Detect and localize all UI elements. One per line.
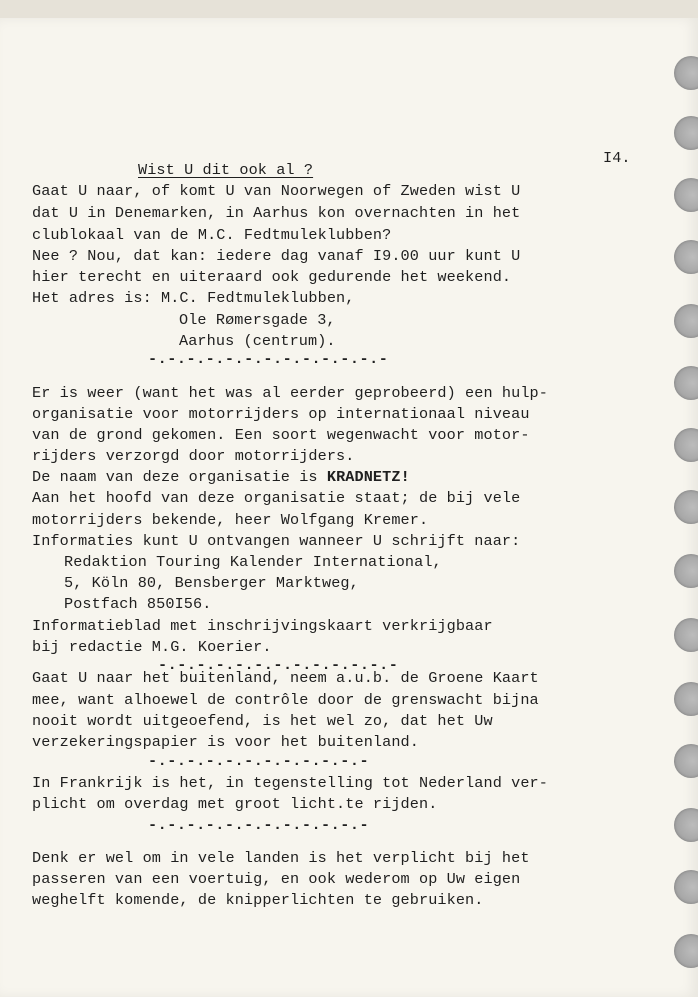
punch-hole-icon <box>674 56 698 90</box>
text-line: Denk er wel om in vele landen is het verplicht bij het <box>32 849 530 867</box>
page-number: I4. <box>603 149 631 167</box>
address-line: 5, Köln 80, Bensberger Marktweg, <box>64 574 359 592</box>
punch-hole-icon <box>674 682 698 716</box>
organisation-name: KRADNETZ! <box>326 468 410 486</box>
text-line: bij redactie M.G. Koerier. <box>32 638 272 656</box>
punch-hole-icon <box>674 428 698 462</box>
address-city: Aarhus (centrum). <box>179 332 336 350</box>
text-line: Informatieblad met inschrijvingskaart verkrijgbaar <box>32 617 493 635</box>
punch-hole-icon <box>674 240 698 274</box>
punch-hole-icon <box>674 366 698 400</box>
text-line: Nee ? Nou, dat kan: iedere dag vanaf I9.00 uur kunt U <box>32 247 521 265</box>
address-line: Postfach 850I56. <box>64 595 212 613</box>
text-line: passeren van een voertuig, en ook wederom op Uw eigen <box>32 870 521 888</box>
text-line: clublokaal van de M.C. Fedtmuleklubben? <box>32 226 392 244</box>
text-line: rijders verzorgd door motorrijders. <box>32 447 355 465</box>
address-label: Het adres is: M.C. Fedtmuleklubben, <box>32 289 355 307</box>
punch-hole-icon <box>674 934 698 968</box>
page-title: Wist U dit ook al ? <box>138 161 314 179</box>
text-line: nooit wordt uitgeoefend, is het wel zo, dat het Uw <box>32 712 493 730</box>
text-line: plicht om overdag met groot licht.te rijden. <box>32 795 438 813</box>
binder-holes <box>658 18 698 997</box>
text-line: Er is weer (want het was al eerder geprobeerd) een hulp- <box>32 384 548 402</box>
separator: -.-.-.-.-.-.-.-.-.-.-.- <box>148 816 370 834</box>
separator: -.-.-.-.-.-.-.-.-.-.-.- <box>148 752 370 770</box>
punch-hole-icon <box>674 116 698 150</box>
address-line: Redaktion Touring Kalender International, <box>64 553 442 571</box>
text-line: van de grond gekomen. Een soort wegenwacht voor motor- <box>32 426 530 444</box>
separator: -.-.-.-.-.-.-.-.-.-.-.-.- <box>158 656 399 674</box>
text-line: Informaties kunt U ontvangen wanneer U schrijft naar: <box>32 532 521 550</box>
text-line: organisatie voor motorrijders op internationaal niveau <box>32 405 530 423</box>
text-line: verzekeringspapier is voor het buitenland. <box>32 733 419 751</box>
punch-hole-icon <box>674 490 698 524</box>
organisation-name-line <box>32 467 410 487</box>
address-street: Ole Rømersgade 3, <box>179 311 336 329</box>
text-line: mee, want alhoewel de contrôle door de grenswacht bijna <box>32 691 539 709</box>
punch-hole-icon <box>674 618 698 652</box>
text-line: weghelft komende, de knipperlichten te gebruiken. <box>32 891 484 909</box>
text-line: Gaat U naar het buitenland, neem a.u.b. de Groene Kaart <box>32 669 539 687</box>
punch-hole-icon <box>674 808 698 842</box>
organisation-name-prefix: De naam van deze organisatie is <box>32 468 327 486</box>
punch-hole-icon <box>674 744 698 778</box>
text-line: Aan het hoofd van deze organisatie staat; de bij vele <box>32 489 521 507</box>
punch-hole-icon <box>674 178 698 212</box>
text-line: Gaat U naar, of komt U van Noorwegen of Zweden wist U <box>32 182 521 200</box>
text-line: dat U in Denemarken, in Aarhus kon overnachten in het <box>32 204 521 222</box>
text-line: hier terecht en uiteraard ook gedurende het weekend. <box>32 268 512 286</box>
punch-hole-icon <box>674 554 698 588</box>
separator: -.-.-.-.-.-.-.-.-.-.-.-.- <box>148 350 389 368</box>
text-line: In Frankrijk is het, in tegenstelling tot Nederland ver- <box>32 774 548 792</box>
text-line: motorrijders bekende, heer Wolfgang Kremer. <box>32 511 429 529</box>
punch-hole-icon <box>674 870 698 904</box>
punch-hole-icon <box>674 304 698 338</box>
